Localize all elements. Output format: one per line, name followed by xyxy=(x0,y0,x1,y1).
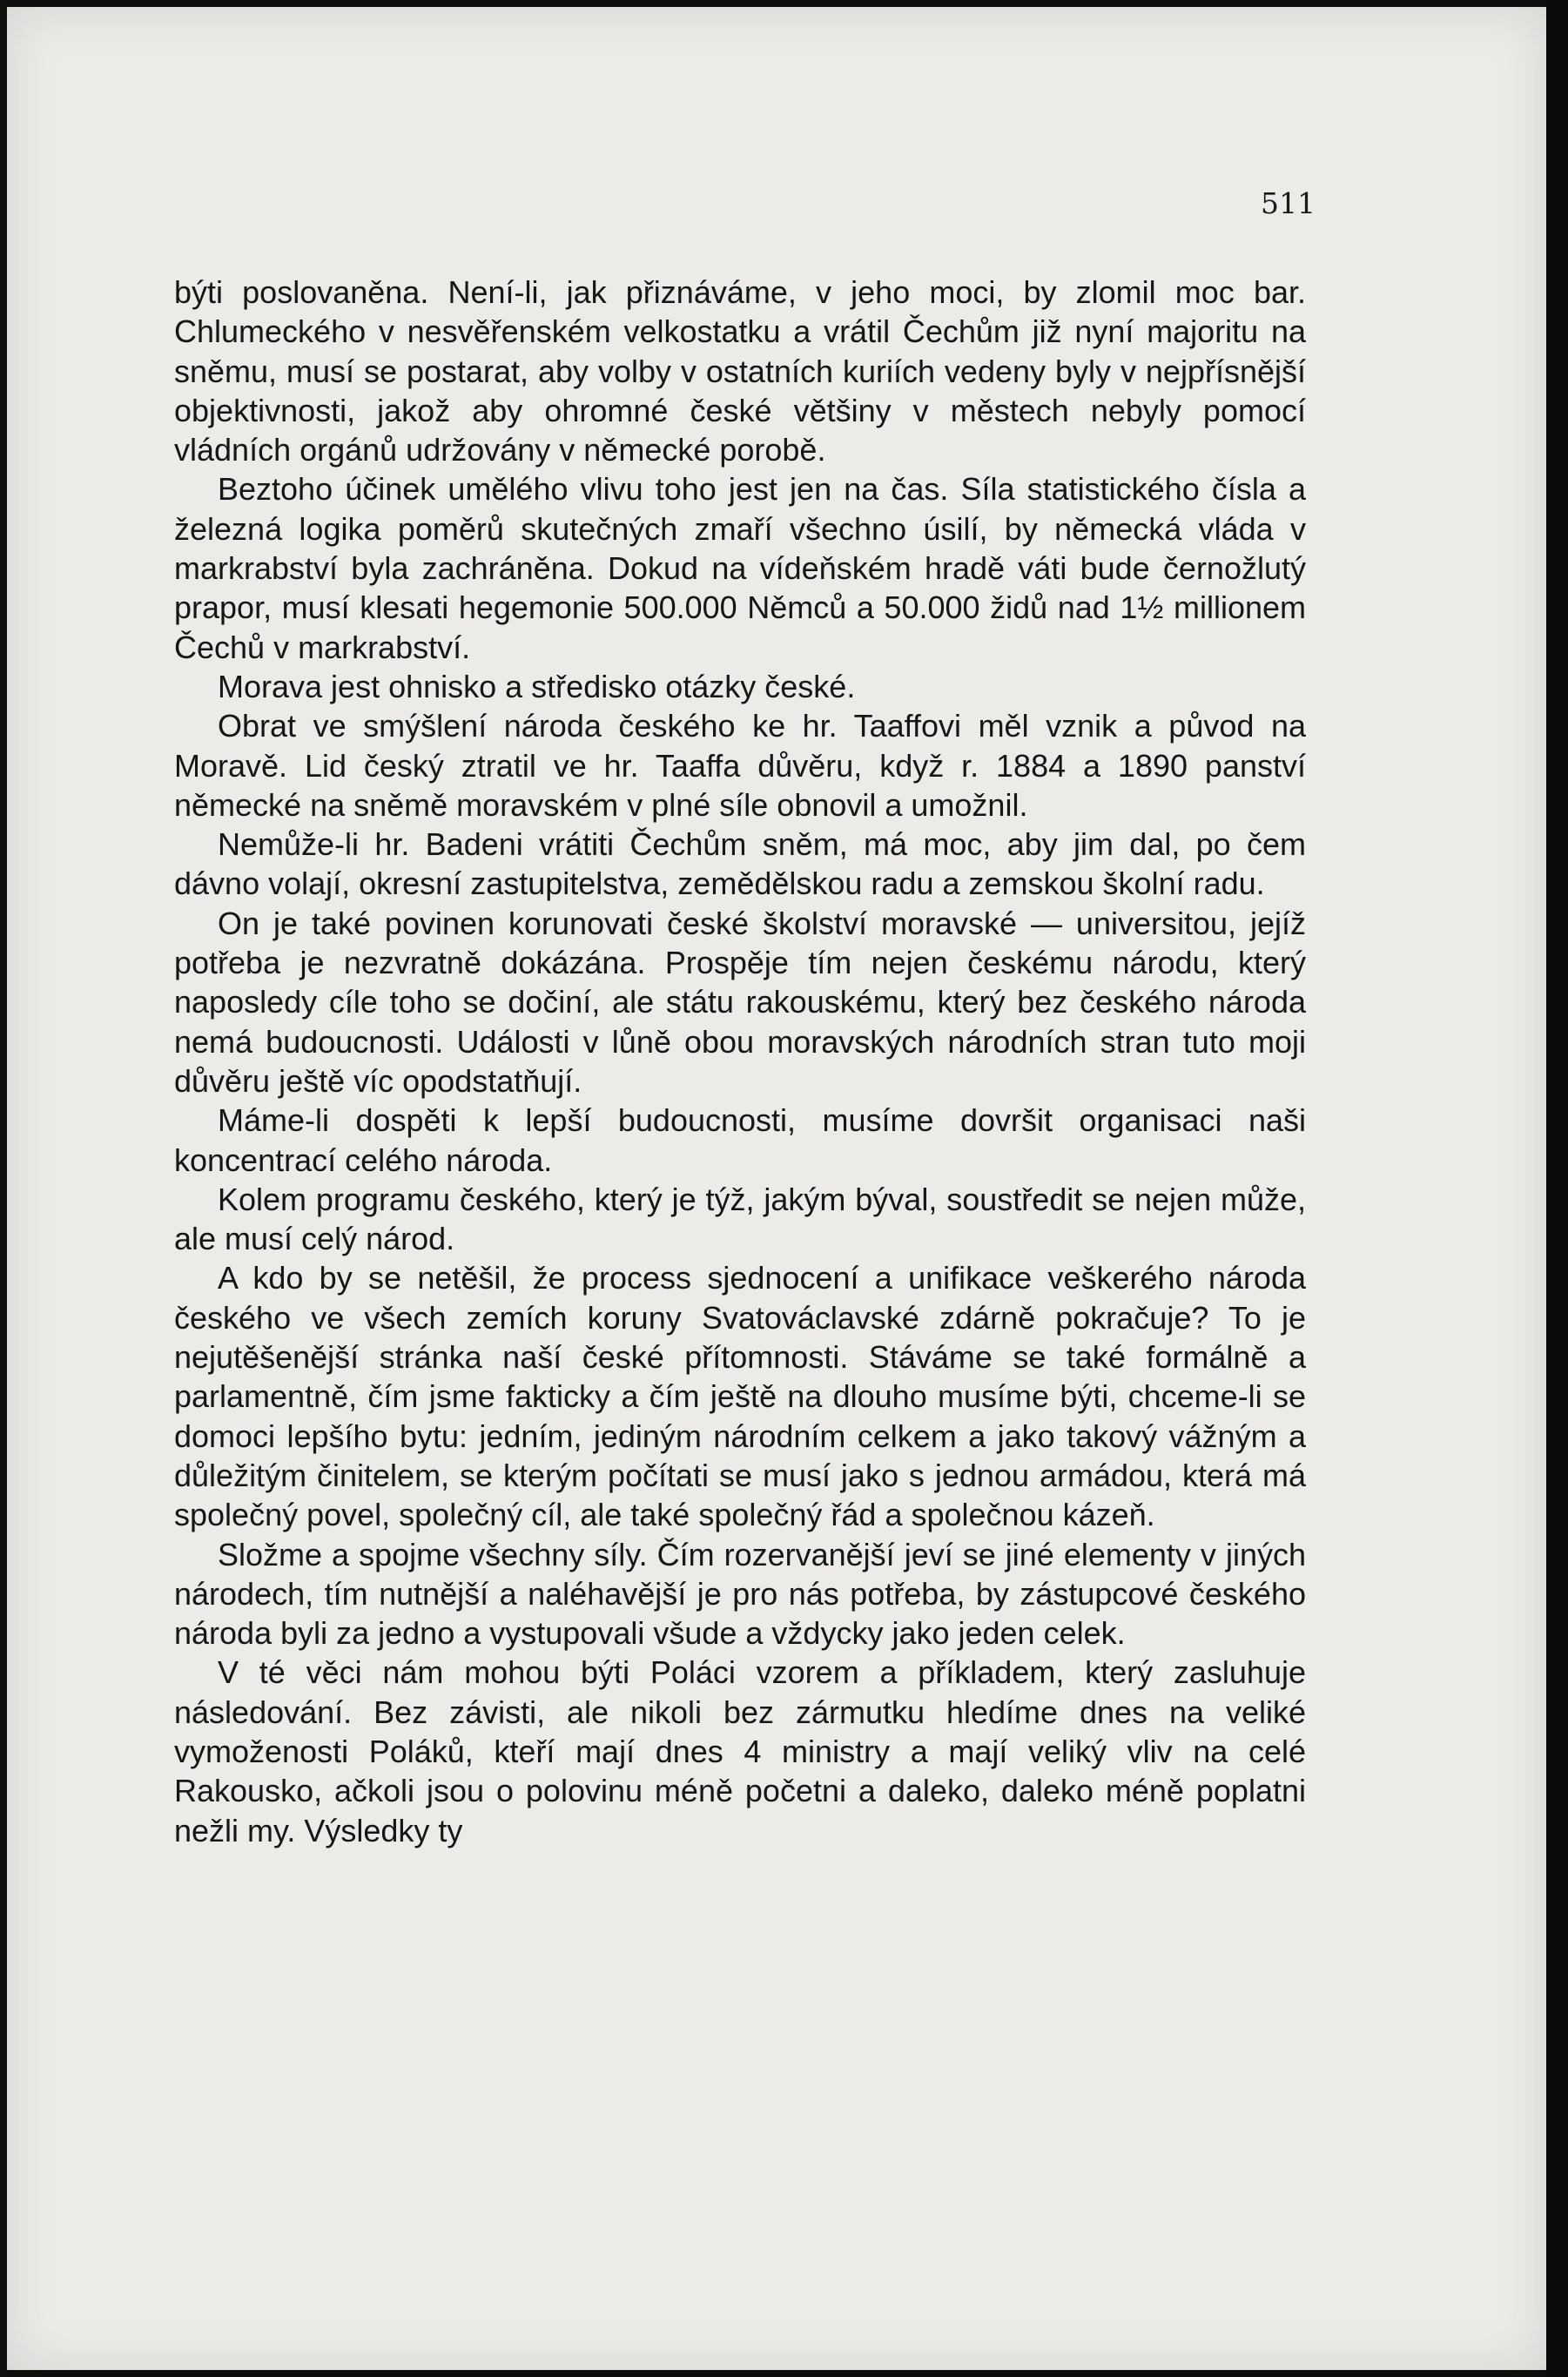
paragraph: Beztoho účinek umělého vlivu toho jest jen na čas. Síla statistického čísla a železná logika poměrů skutečných zmaří všechno úsilí, by německá vláda v markrabství byla zachráněna. Dokud na vídeňském hradě váti bude černožlutý prapor, musí klesati hegemonie 500.000 Němců a 50.000 židů nad 1½ millionem Čechů v markrabství. xyxy=(174,471,1306,665)
page-body-text xyxy=(174,273,1306,1850)
paragraph: Kolem programu českého, který je týž, jakým býval, soustředit se nejen může, ale musí celý národ. xyxy=(174,1181,1306,1257)
paragraph: Máme-li dospěti k lepší budoucnosti, musíme dovršit organisaci naši koncentrací celého národa. xyxy=(174,1102,1306,1178)
scan-right-border xyxy=(1546,0,1568,2377)
paragraph: V té věci nám mohou býti Poláci vzorem a příkladem, který zasluhuje následování. Bez závisti, ale nikoli bez zármutku hledíme dnes na veliké vymoženosti Poláků, kteří mají dnes 4 ministry a mají veliký vliv na celé Rakousko, ačkoli jsou o polovinu méně početni a daleko, daleko méně poplatni nežli my. Výsledky ty xyxy=(174,1654,1306,1848)
paragraph: Nemůže-li hr. Badeni vrátiti Čechům sněm, má moc, aby jim dal, po čem dávno volají, okresní zastupitelstva, zemědělskou radu a zemskou školní radu. xyxy=(174,826,1306,902)
paragraph: Složme a spojme všechny síly. Čím rozervanější jeví se jiné elementy v jiných národech, tím nutnější a naléhavější je pro nás potřeba, by zástupcové českého národa byli za jedno a vystupovali všude a vždycky jako jeden celek. xyxy=(174,1536,1306,1652)
paragraph: A kdo by se netěšil, že process sjednocení a unifikace veškerého národa českého ve všech zemích koruny Svatováclavské zdárně pokračuje? To je nejutěšenější stránka naší české přítomnosti. Stáváme se také formálně a parlamentně, čím jsme fakticky a čím ještě na dlouho musíme býti, chceme-li se domoci lepšího bytu: jedním, jediným národním celkem a jako takový vážným a důležitým činitelem, se kterým počítati se musí jako s jednou armádou, která má společný povel, společný cíl, ale také společný řád a společnou kázeň. xyxy=(174,1260,1306,1533)
page-number: 511 xyxy=(1261,186,1316,220)
scan-left-border xyxy=(0,0,7,2377)
paragraph: Morava jest ohnisko a středisko otázky české. xyxy=(218,668,856,704)
paragraph: On je také povinen korunovati české školství moravské — universitou, jejíž potřeba je nezvratně dokázána. Prospěje tím nejen českému národu, který naposledy cíle toho se dočiní, ale státu rakouskému, který bez českého národa nemá budoucnosti. Události v lůně obou moravských národních stran tuto moji důvěru ještě víc opodstatňují. xyxy=(174,905,1306,1099)
paragraph: býti poslovaněna. Není-li, jak přiznáváme, v jeho moci, by zlomil moc bar. Chlumeckého v nesvěřenském velkostatku a vrátil Čechům již nyní majoritu na sněmu, musí se postarat, aby volby v ostatních kuriích vedeny byly v nejpřísnější objektivnosti, jakož aby ohromné české většiny v městech nebyly pomocí vládních orgánů udržovány v německé porobě. xyxy=(174,274,1306,468)
paragraph: Obrat ve smýšlení národa českého ke hr. Taaffovi měl vznik a původ na Moravě. Lid český ztratil ve hr. Taaffa důvěru, když r. 1884 a 1890 panství německé na sněmě moravském v plné síle obnovil a umožnil. xyxy=(174,708,1306,823)
